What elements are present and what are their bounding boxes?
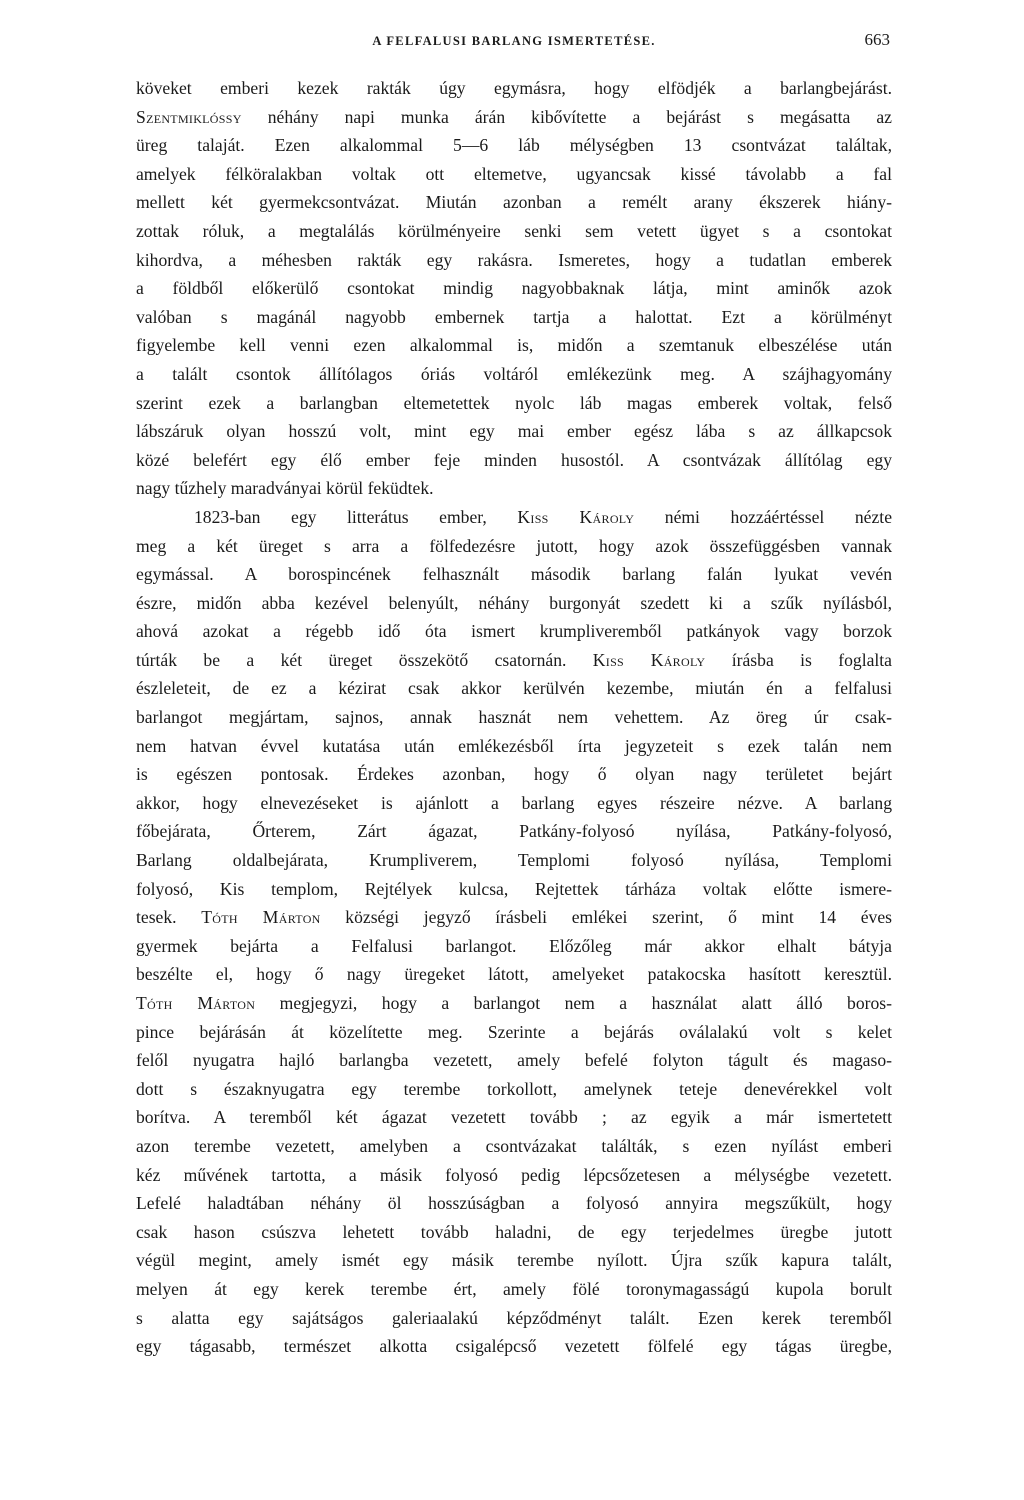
- text-line: [136, 1332, 892, 1361]
- text-run: egymással. A borospincének felhasznált második barlang falán lyukat vevén: [136, 564, 892, 585]
- text-run: üreg talaját. Ezen alkalommal 5—6 láb mélységben 13 csontvázat találtak,: [136, 135, 892, 156]
- text-run: gyermek bejárta a Felfalusi barlangot. Előzőleg már akkor elhalt bátyja: [136, 935, 892, 956]
- text-run: folyosó, Kis templom, Rejtélyek kulcsa, Rejtettek tárháza voltak előtte ismere-: [136, 878, 892, 899]
- text-line: [136, 1103, 892, 1132]
- text-line: [136, 1046, 892, 1075]
- person-name: Tóth Márton: [201, 907, 321, 928]
- text-run: 1823-ban egy litterátus ember,: [194, 506, 518, 527]
- text-line: [136, 131, 892, 160]
- text-line: [136, 703, 892, 732]
- text-run: zottak róluk, a megtalálás körülményeire senki sem vetett ügyet s a csontokat: [136, 220, 892, 241]
- text-run: a földből előkerülő csontokat mindig nagyobbaknak látja, mint aminők azok: [136, 278, 892, 299]
- text-line: [136, 674, 892, 703]
- text-line: [136, 103, 892, 132]
- text-run: köveket emberi kezek rakták úgy egymásra, hogy elfödjék a barlangbejárást.: [136, 78, 892, 98]
- running-title: A FELFALUSI BARLANG ISMERTETÉSE.: [372, 34, 656, 48]
- person-name: Szentmiklóssy: [136, 106, 242, 127]
- text-run: figyelembe kell venni ezen alkalommal is, midőn a szemtanuk elbeszélése után: [136, 335, 892, 356]
- text-line: [136, 1161, 892, 1190]
- text-run: azon terembe vezetett, amelyben a csontvázakat találták, s ezen nyílást emberi: [136, 1135, 892, 1156]
- text-run: némi hozzáértéssel nézte: [634, 506, 893, 527]
- text-run: meg a két üreget s arra a fölfedezésre jutott, hogy azok összefüggésben vannak: [136, 535, 892, 556]
- text-run: akkor, hogy elnevezéseket is ajánlott a barlang egyes részeire nézve. A barlang: [136, 792, 892, 813]
- text-run: írásba is foglalta: [705, 649, 892, 670]
- text-run: valóban s magánál nagyobb embernek tartja a halottat. Ezt a körülményt: [136, 306, 892, 327]
- text-line: [136, 446, 892, 475]
- page-number: 663: [864, 30, 890, 49]
- text-run: egy tágasabb, természet alkotta csigalépcső vezetett fölfelé egy tágas üregbe,: [136, 1336, 892, 1357]
- text-line: [136, 1246, 892, 1275]
- text-run: dott s északnyugatra egy terembe torkollott, amelynek teteje denevérekkel volt: [136, 1078, 892, 1099]
- text-line: [136, 1304, 892, 1333]
- text-line: [136, 760, 892, 789]
- text-run: beszélte el, hogy ő nagy üregeket látott, amelyeket patakocska hasított keresztül.: [136, 964, 892, 985]
- text-line: [136, 1218, 892, 1247]
- text-line: [136, 875, 892, 904]
- text-line: [136, 989, 892, 1018]
- text-line: [136, 617, 892, 646]
- text-run: felől nyugatra hajló barlangba vezetett, amely befelé folyton tágult és magaso-: [136, 1050, 892, 1071]
- text-line: [136, 160, 892, 189]
- text-line: [136, 74, 892, 103]
- text-run: végül megint, amely ismét egy másik terembe nyílott. Újra szűk kapura talált,: [136, 1250, 892, 1271]
- text-run: is egészen pontosak. Érdekes azonban, hogy ő olyan nagy területet bejárt: [136, 764, 892, 785]
- text-line: [136, 217, 892, 246]
- text-run: barlangot megjártam, sajnos, annak hasznát nem vehettem. Az öreg úr csak-: [136, 707, 892, 728]
- text-run: nem hatvan évvel kutatása után emlékezésből írta jegyzeteit s ezek talán nem: [136, 735, 892, 756]
- person-name: Kiss Károly: [517, 506, 635, 527]
- text-line: [136, 1189, 892, 1218]
- text-line: [136, 932, 892, 961]
- text-line: [136, 732, 892, 761]
- text-run: kihordva, a méhesben rakták egy rakásra. Ismeretes, hogy a tudatlan emberek: [136, 249, 892, 270]
- text-run: Barlang oldalbejárata, Krumpliverem, Templomi folyosó nyílása, Templomi: [136, 850, 892, 871]
- text-line: [136, 589, 892, 618]
- text-run: ahová azokat a régebb idő óta ismert krumpliveremből patkányok vagy borzok: [136, 621, 892, 642]
- text-line: [136, 246, 892, 275]
- text-run: s alatta egy sajátságos galeriaalakú képződményt talált. Ezen kerek teremből: [136, 1307, 892, 1328]
- text-run: közé belefért egy élő ember feje minden husostól. A csontvázak állítólag egy: [136, 449, 892, 470]
- text-line: [136, 960, 892, 989]
- person-name: Kiss Károly: [592, 649, 706, 670]
- text-line: [136, 389, 892, 418]
- text-line: [136, 303, 892, 332]
- text-run: szerint ezek a barlangban eltemetettek nyolc láb magas emberek voltak, felső: [136, 392, 892, 413]
- text-run: községi jegyző írásbeli emlékei szerint, ő mint 14 éves: [320, 907, 892, 928]
- text-run: pince bejárásán át közelítette meg. Szerinte a bejárás oválalakú volt s kelet: [136, 1021, 892, 1042]
- text-run: Lefelé haladtában néhány öl hosszúságban a folyosó annyira megszűkült, hogy: [136, 1193, 892, 1214]
- running-header: [136, 30, 892, 60]
- text-line: [136, 903, 892, 932]
- text-line: [136, 331, 892, 360]
- text-line: [136, 360, 892, 389]
- text-run: mellett két gyermekcsontvázat. Miután azonban a remélt arany ékszerek hiány-: [136, 192, 892, 213]
- text-line: [136, 846, 892, 875]
- text-line: [136, 1132, 892, 1161]
- text-run: főbejárata, Őrterem, Zárt ágazat, Patkány-folyosó nyílása, Patkány-folyosó,: [136, 821, 892, 842]
- text-run: a talált csontok állítólagos óriás voltáról emlékezünk meg. A szájhagyomány: [136, 363, 892, 384]
- text-line: [136, 646, 892, 675]
- text-line: [136, 1275, 892, 1304]
- text-run: kéz művének tartotta, a másik folyosó pedig lépcsőzetesen a mélységbe vezetett.: [136, 1164, 892, 1185]
- text-run: csak hason csúszva lehetett tovább haladni, de egy terjedelmes üregbe jutott: [136, 1221, 892, 1242]
- text-line: [136, 188, 892, 217]
- text-run: amelyek félköralakban voltak ott eltemetve, ugyancsak kissé távolabb a fal: [136, 163, 892, 184]
- body-text: [136, 74, 892, 1361]
- text-line: [136, 817, 892, 846]
- text-run: észre, midőn abba kezével belenyúlt, néhány burgonyát szedett ki a szűk nyílásból,: [136, 592, 892, 613]
- text-run: melyen át egy kerek terembe ért, amely fölé toronymagasságú kupola borult: [136, 1278, 892, 1299]
- text-run: tesek.: [136, 907, 202, 928]
- text-line: [136, 1018, 892, 1047]
- text-run: túrták be a két üreget összekötő csatornán.: [136, 649, 593, 670]
- text-run: megjegyzi, hogy a barlangot nem a használat alatt álló boros-: [255, 993, 892, 1013]
- text-line: [136, 503, 892, 532]
- person-name: Tóth Márton: [136, 993, 256, 1013]
- text-run: lábszáruk olyan hosszú volt, mint egy mai ember egész lába s az állkapcsok: [136, 421, 892, 442]
- text-run: észleleteit, de ez a kézirat csak akkor kerülvén kezembe, miután én a felfalusi: [136, 678, 892, 699]
- text-line: [136, 789, 892, 818]
- text-run: borítva. A teremből két ágazat vezetett tovább ; az egyik a már ismertetett: [136, 1107, 892, 1128]
- text-line: [136, 417, 892, 446]
- text-line: [136, 274, 892, 303]
- text-line: [136, 560, 892, 589]
- text-line: [136, 1075, 892, 1104]
- text-run: nagy tűzhely maradványai körül feküdtek.: [136, 478, 434, 499]
- text-run: néhány napi munka árán kibővítette a bejárást s megásatta az: [241, 106, 892, 127]
- text-line: [136, 474, 892, 503]
- document-page: [136, 30, 892, 1361]
- text-line: [136, 532, 892, 561]
